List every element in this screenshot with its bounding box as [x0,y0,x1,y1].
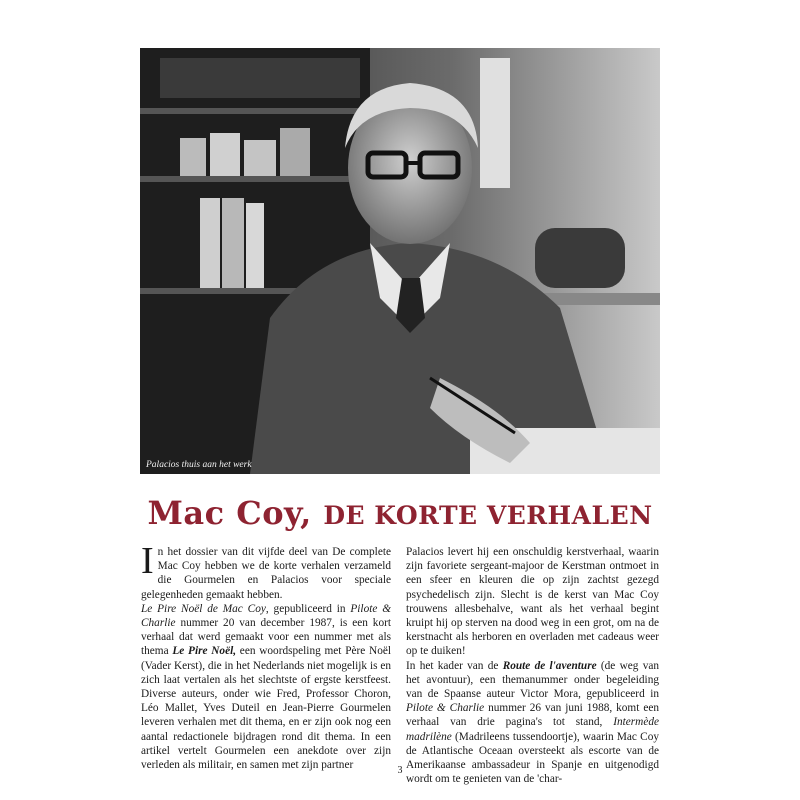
theme-title: Route de l'aventure [502,659,597,672]
intro-text: n het dossier van dit vijfde deel van De complete Mac Coy hebben we de korte verhalen verzameld die Gourmelen en Palacios voor speciale gelegenheden gemaakt hebben. [141,546,391,601]
magazine-title: Pilote & Charlie [406,702,485,715]
body-text: (de weg van het avontuur), een themanummer onder begeleiding van de Spaanse auteur Victor Mora, gepubliceerd in [406,659,660,701]
paragraph-christmas: Palacios levert hij een onschuldig kerstverhaal, waarin zijn favoriete sergeant-majoor de Kerstman ontmoet in een sfeer en kleuren die op zijn zachtst gezegd psychedelisch zijn. Slecht is de kerst van Mac Coy trouwens allesbehalve, want als het verhaal begint kruipt hij op sterven na dood weg in een grot, om na de kerstnacht als herboren en overladen met cadeaus weer op te duiken! [406,546,659,658]
story-title: Le Pire Noël de Mac Coy [141,602,266,615]
body-text: een woordspeling met Père Noël (Vader Kerst), die in het Nederlands niet mogelijk is en zich laat vertalen als het slechtste of ergste kerstfeest. Diverse auteurs, onder wie Fred, Professor Choron, Léo Mallet, Yves Duteil en Jean-Pierre Gourmelen leveren verhalen met dit thema, en er zijn ook nog een aantal redactionele bijdragen rond dit thema. In een artikel vertelt Gourmelen een anekdote over zijn verleden als militair, en samen met zijn partner [141,645,391,772]
left-column [141,540,392,772]
portrait-photo [140,48,660,474]
intro-paragraph [141,540,391,602]
page-title [0,494,800,532]
dropcap: I [141,540,154,582]
body-text: nummer 26 van juni 1988, komt een verhaal van drie pagina's tot stand, [406,702,659,729]
magazine-title: Pilote & Charlie [141,602,392,630]
page-number: 3 [397,765,403,776]
body-text: nummer 20 van december 1987, is een kort verhaal dat werd gemaakt voor een nummer met als thema [141,617,391,658]
theme-title: Le Pire Noël, [172,645,237,658]
title-part-1: Mac Coy, [147,494,312,532]
body-text: (Madrileens tussendoortje), waarin Mac Coy de Atlantische Oceaan oversteekt als escorte van de Amerikaanse ambassadeur in Spanje en uitgenodigd wordt om te genieten van de 'char- [406,730,659,786]
story-title: Intermède madrilène [406,716,659,743]
title-part-2: DE KORTE VERHALEN [323,501,653,530]
photo-illustration [140,48,660,474]
paragraph-pire-noel [141,602,391,772]
right-column [406,545,659,786]
photo-caption: Palacios thuis aan het werk [146,460,252,470]
body-text: , gepubliceerd in [265,602,351,615]
body-text: In het kader van de [406,659,503,672]
